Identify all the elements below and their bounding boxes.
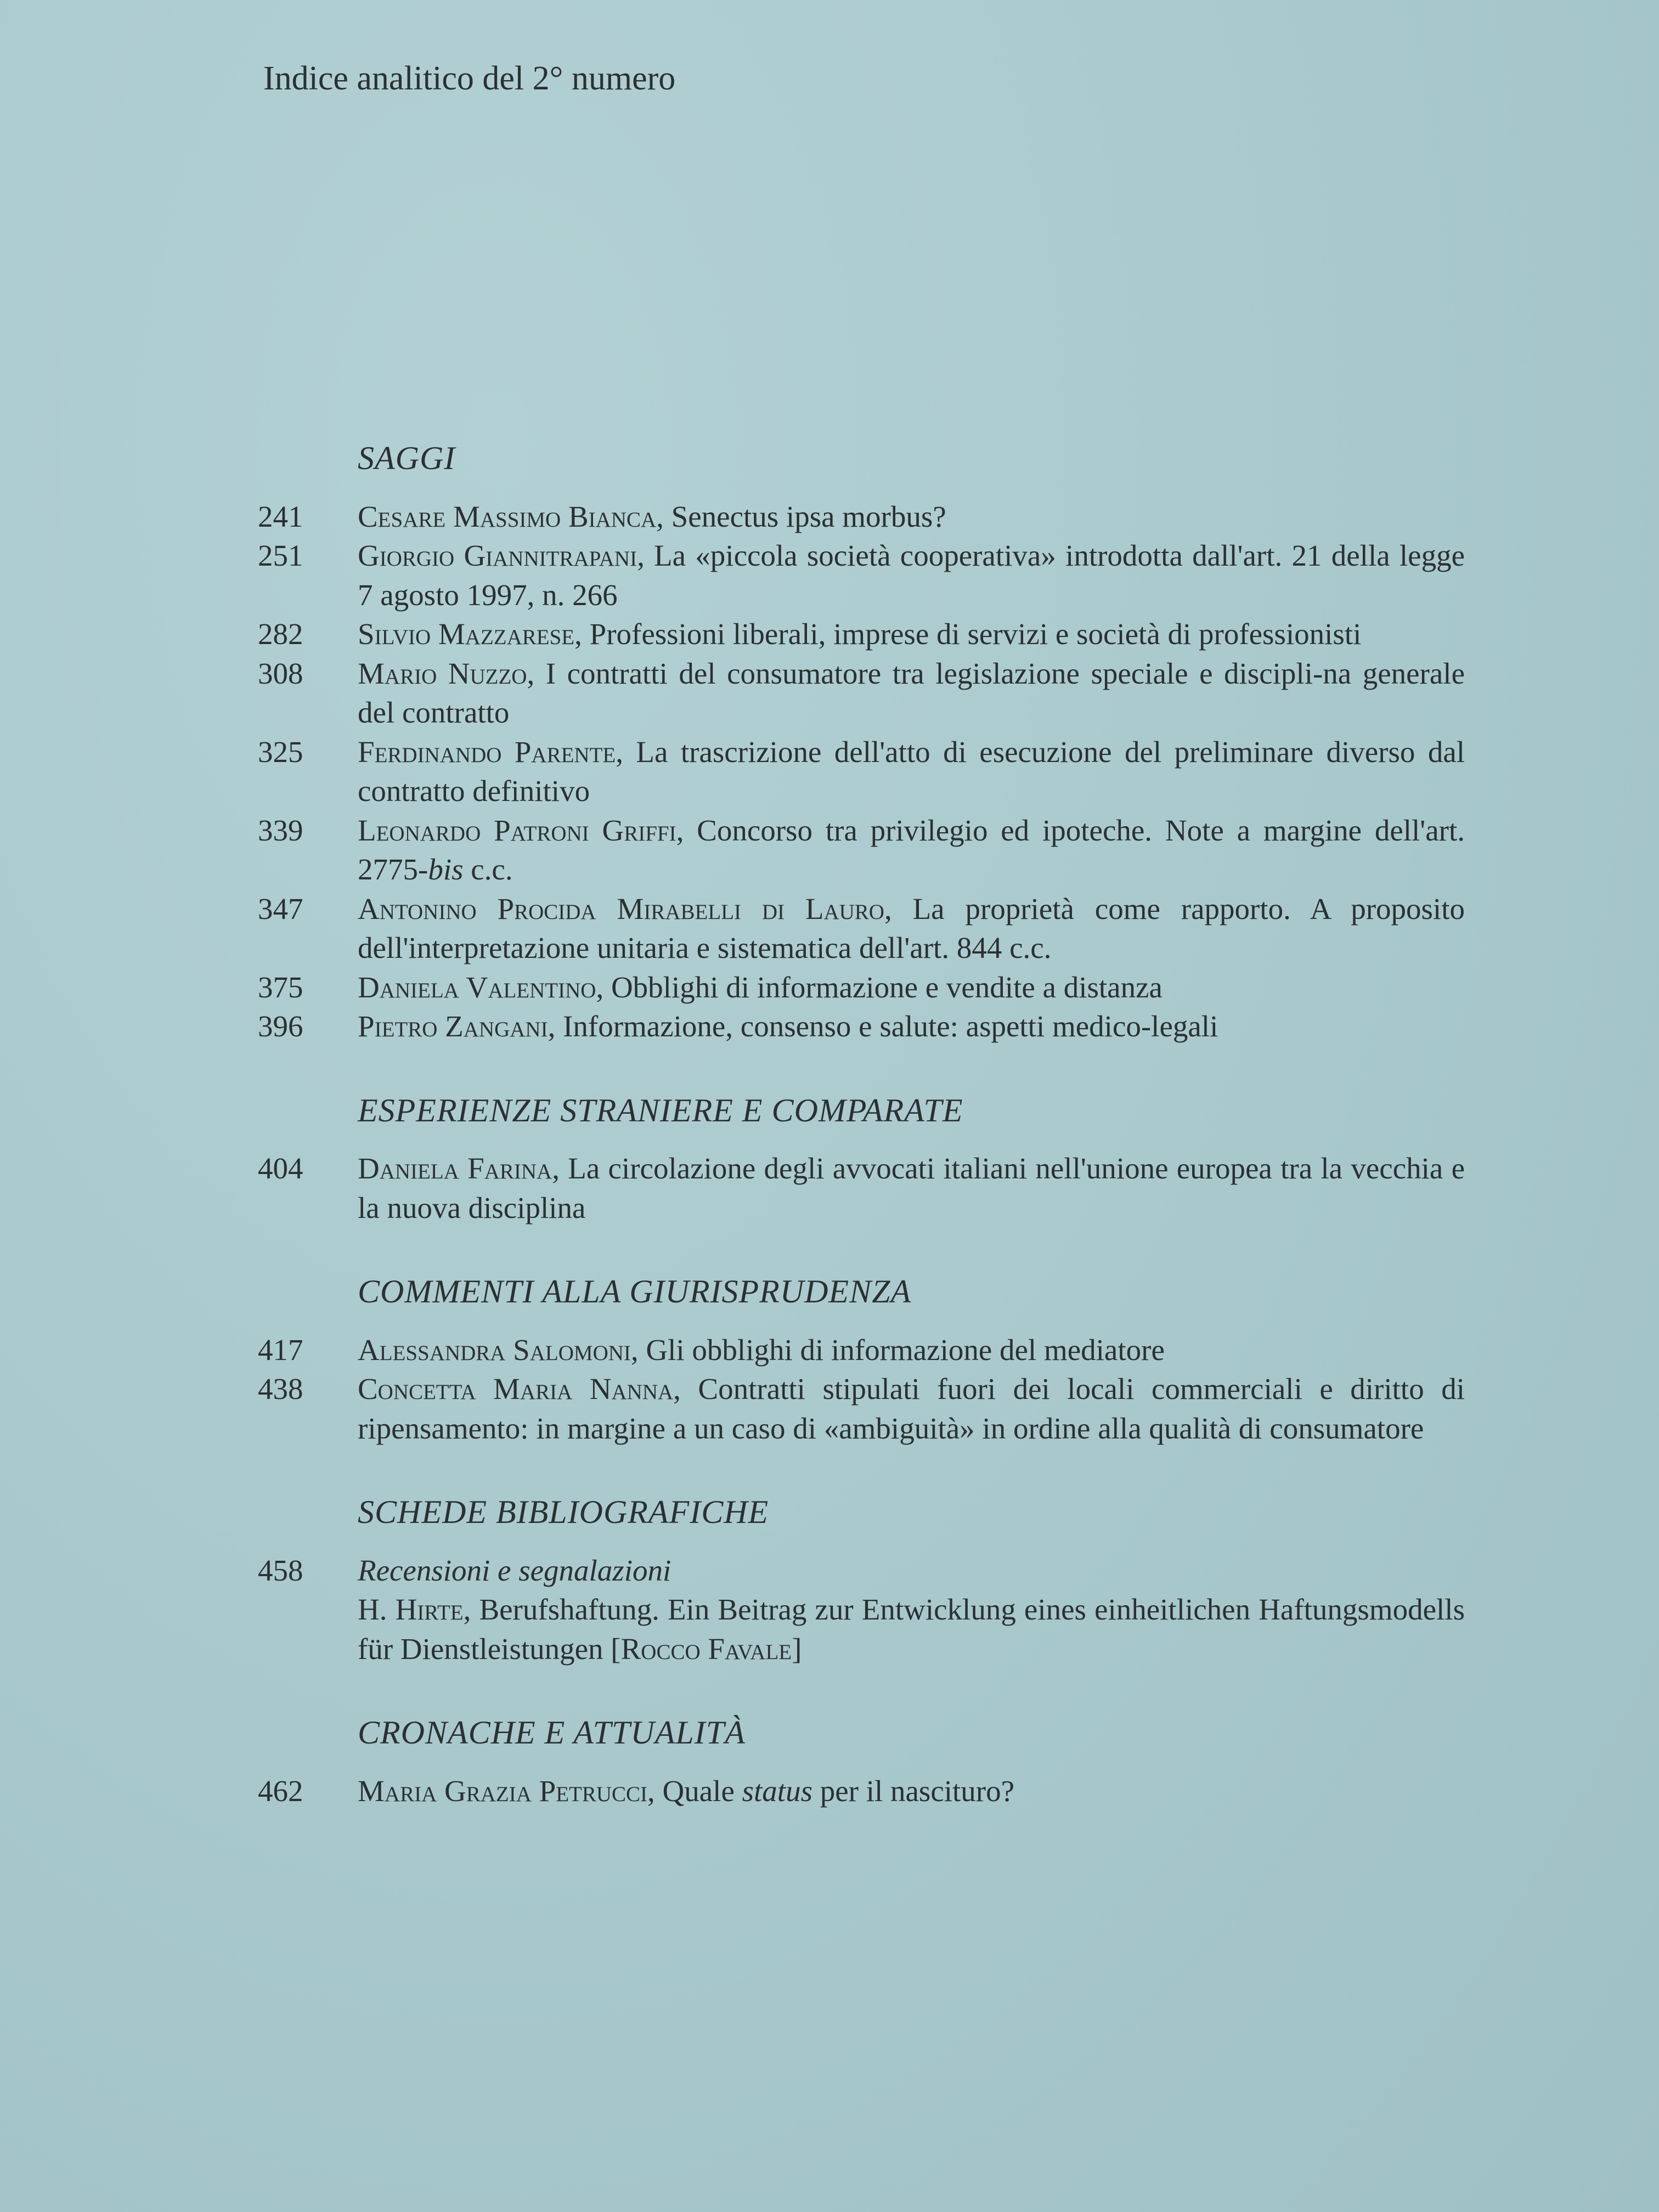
toc-entry (258, 889, 1465, 968)
toc-section (258, 1272, 1465, 1448)
entry-title: , La trascrizione dell'atto di esecuzione del preliminare diverso dal contratto definitivo (358, 735, 1465, 808)
author-name: Daniela Valentino (358, 970, 596, 1004)
page-number: 241 (258, 499, 303, 533)
page-number: 308 (258, 656, 303, 690)
author-name: Pietro Zangani (358, 1009, 548, 1043)
author-name: Hirte (395, 1593, 464, 1626)
section-heading: SAGGI (358, 440, 456, 476)
toc-entry (258, 536, 1465, 614)
author-name: Leonardo Patroni Griffi (358, 813, 676, 847)
entry-text (358, 497, 1465, 537)
entry-text (358, 1007, 1465, 1046)
page-number: 339 (258, 813, 303, 847)
section-heading: SCHEDE BIBLIOGRAFICHE (358, 1494, 769, 1530)
table-of-contents (258, 439, 1465, 1810)
entry-title: Recensioni e segnalazioni (358, 1553, 672, 1587)
author-name: Cesare Massimo Bianca (358, 499, 657, 533)
toc-section (258, 1713, 1465, 1810)
author-name: Maria Grazia Petrucci (358, 1774, 648, 1808)
entry-title: , Obblighi di informazione e vendite a distanza (596, 970, 1163, 1004)
entry-text (358, 654, 1465, 732)
author-name: Mario Nuzzo (358, 656, 527, 690)
entry-title: c.c. (463, 853, 513, 886)
entry-title: , Informazione, consenso e salute: aspetti medico-legali (548, 1009, 1218, 1043)
author-name: Daniela Farina (358, 1152, 552, 1185)
page-number: 282 (258, 617, 303, 651)
entry-title: per il nascituro? (812, 1774, 1015, 1808)
toc-entry (258, 1007, 1465, 1046)
entry-title: , La circolazione degli avvocati italiani nell'unione europea tra la vecchia e la nuova disciplina (358, 1152, 1465, 1224)
toc-entry (258, 1330, 1465, 1370)
toc-entry (258, 732, 1465, 811)
entry-title: , Contratti stipulati fuori dei locali commerciali e diritto di ripensamento: in margine a un caso di «ambiguità» in ordine alla qualità di consumatore (358, 1372, 1465, 1445)
entry-title: , Quale (647, 1774, 742, 1808)
entry-text (358, 1369, 1465, 1448)
entry-text (358, 614, 1465, 654)
page-number: 325 (258, 735, 303, 769)
entry-title: , Gli obblighi di informazione del mediatore (630, 1333, 1165, 1367)
author-name: Rocco Favale (620, 1632, 792, 1666)
author-name: Antonino Procida Mirabelli di Lauro (358, 891, 884, 926)
author-name: Alessandra Salomoni (358, 1333, 631, 1367)
entry-title: , La «piccola società cooperativa» introdotta dall'art. 21 della legge 7 agosto 1997, n. 266 (358, 539, 1465, 612)
entry-text (358, 968, 1465, 1007)
entry-title: H. (358, 1593, 396, 1626)
section-heading: CRONACHE E ATTUALITÀ (358, 1714, 746, 1751)
page-number: 404 (258, 1152, 303, 1185)
toc-entry (258, 614, 1465, 654)
entry-title: , La proprietà come rapporto. A proposito dell'interpretazione unitaria e sistematica dell'art. 844 c.c. (358, 891, 1465, 964)
entry-title: ] (792, 1632, 802, 1666)
page-number: 417 (258, 1333, 303, 1367)
page-number: 462 (258, 1774, 303, 1808)
author-name: Silvio Mazzarese (358, 617, 575, 651)
entry-title: status (742, 1774, 812, 1808)
section-heading: ESPERIENZE STRANIERE E COMPARATE (358, 1092, 963, 1128)
page-number: 396 (258, 1009, 303, 1043)
entry-text (358, 889, 1465, 968)
entry-title: , Berufshaftung. Ein Beitrag zur Entwicklung eines einheitlichen Haftungsmodells für Dienstleistungen [ (358, 1593, 1465, 1666)
toc-entry (258, 1149, 1465, 1227)
section-heading: COMMENTI ALLA GIURISPRUDENZA (358, 1273, 912, 1310)
page-number: 375 (258, 970, 303, 1004)
page-title: Indice analitico del 2° numero (263, 60, 676, 97)
entry-text (358, 1149, 1465, 1227)
entry-title: , Concorso tra privilegio ed ipoteche. Note a margine dell'art. 2775- (358, 813, 1465, 886)
author-name: Ferdinando Parente (358, 735, 616, 769)
entry-text (358, 811, 1465, 889)
toc-entry (258, 654, 1465, 732)
page-number: 347 (258, 891, 303, 926)
entry-text (358, 1330, 1465, 1370)
page-number: 438 (258, 1372, 303, 1406)
entry-title: , Senectus ipsa morbus? (656, 499, 946, 533)
toc-section (258, 1091, 1465, 1228)
toc-entry (258, 811, 1465, 889)
entry-text (358, 732, 1465, 811)
author-name: Concetta Maria Nanna (358, 1372, 674, 1406)
entry-text (358, 1771, 1465, 1811)
page-number: 458 (258, 1553, 303, 1587)
toc-section (258, 439, 1465, 1046)
toc-entry (258, 1369, 1465, 1448)
toc-section (258, 1493, 1465, 1668)
toc-entry (258, 1551, 1465, 1669)
entry-title: , I contratti del consumatore tra legislazione speciale e discipli-na generale del contratto (358, 656, 1465, 729)
entry-text (358, 536, 1465, 614)
author-name: Giorgio Giannitrapani (358, 539, 637, 572)
toc-entry (258, 1771, 1465, 1811)
page-number: 251 (258, 539, 303, 572)
toc-entry (258, 968, 1465, 1007)
toc-entry (258, 497, 1465, 537)
entry-title: bis (428, 853, 464, 886)
entry-title: , Professioni liberali, imprese di servizi e società di professionisti (574, 617, 1362, 651)
entry-text (358, 1551, 1465, 1669)
